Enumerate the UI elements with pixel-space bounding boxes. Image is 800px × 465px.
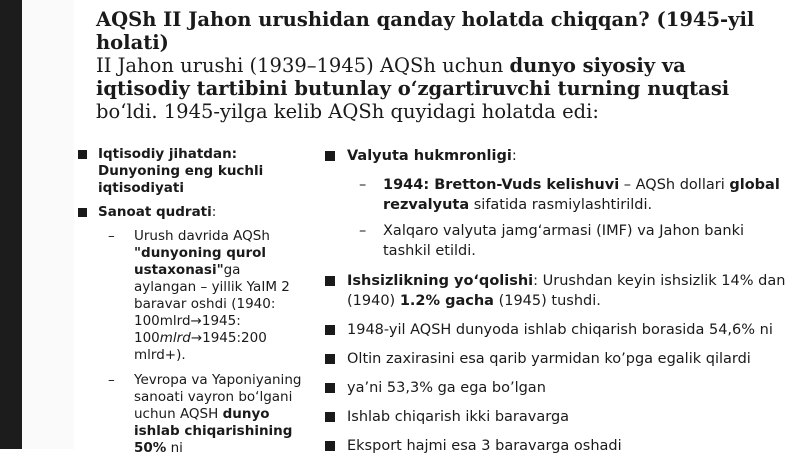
square-bullet-icon	[325, 441, 335, 451]
dash-bullet-icon: –	[108, 372, 115, 388]
bullet-text: : Urushdan keyin ishsizlik 14% dan (1940)	[347, 273, 786, 309]
square-bullet-icon	[325, 383, 335, 393]
bullet-bold: Ishsizlikning yo‘qolishi	[347, 273, 534, 289]
sub-text: Yevropa va Yaponiyaning sanoati vayron bo‘lgani uchun AQSH	[134, 372, 302, 422]
square-bullet-icon	[325, 412, 335, 422]
left-sub-arsenal	[78, 228, 303, 364]
industry-colon: :	[211, 204, 217, 220]
currency-label: Valyuta hukmronligi	[347, 148, 512, 164]
economy-text: Iqtisodiy jihatdan: Dunyoning eng kuchli iqtisodiyati	[98, 146, 264, 196]
right-column	[325, 146, 795, 465]
sub-text: sifatida rasmiylashtirildi.	[469, 197, 653, 213]
sub-italic: mlrd	[159, 330, 191, 346]
sub-bold: dunyo ishlab chiqarishining 50%	[134, 406, 293, 456]
intro-text-2: bo‘ldi. 1945-yilga kelib AQSh quyidagi holatda edi:	[96, 100, 599, 123]
sub-text: – AQSh dollari	[619, 177, 730, 193]
bullet-text: 1948-yil AQSH dunyoda ishlab chiqarish borasida 54,6% ni	[347, 322, 773, 338]
currency-colon: :	[511, 148, 517, 164]
sub-bold: "dunyoning qurol ustaxonasi"	[134, 245, 267, 278]
industry-label: Sanoat qudrati	[98, 204, 212, 220]
slide-intro	[96, 54, 729, 123]
right-bullet-gold	[325, 349, 795, 369]
bullet-text: Oltin zaxirasini esa qarib yarmidan ko’pga egalik qilardi	[347, 351, 751, 367]
sub-text: Xalqaro valyuta jamg‘armasi (IMF) va Jahon banki tashkil etildi.	[383, 223, 745, 259]
left-bullet-economy	[78, 146, 303, 197]
slide-margin-panel	[22, 0, 74, 449]
bullet-text: Ishlab chiqarish ikki baravarga	[347, 409, 570, 425]
right-bullet-export	[325, 436, 795, 456]
left-sub-europe-japan	[78, 372, 303, 457]
bullet-text: ya’ni 53,3% ga ega bo’lgan	[347, 380, 546, 396]
intro-bold: dunyo siyosiy va iqtisodiy tartibini butunlay o‘zgartiruvchi turning nuqtasi	[96, 54, 730, 100]
slide-left-bar	[0, 0, 22, 449]
right-bullet-currency	[325, 146, 795, 166]
square-bullet-icon	[78, 208, 87, 217]
sub-bold: 1944: Bretton-Vuds kelishuvi	[383, 177, 620, 193]
bullet-bold: 1.2% gacha	[399, 293, 494, 309]
sub-bold: global rezvalyuta	[383, 177, 780, 213]
right-sub-bretton-woods	[325, 175, 795, 215]
bullet-text: (1945) tushdi.	[493, 293, 601, 309]
slide-heading	[96, 8, 786, 123]
dash-bullet-icon: –	[108, 228, 115, 244]
left-bullet-industry	[78, 204, 303, 221]
square-bullet-icon	[78, 150, 87, 159]
square-bullet-icon	[325, 276, 335, 286]
right-bullet-1948	[325, 320, 795, 340]
slide-title: AQSh II Jahon urushidan qanday holatda chiqqan? (1945-yil holati)	[96, 8, 755, 54]
sub-text: Urush davrida AQSh	[134, 228, 270, 244]
right-bullet-unemployment	[325, 271, 795, 311]
sub-text: →1945:200 mlrd+).	[134, 330, 267, 363]
sub-text: ni	[166, 440, 183, 456]
bullet-text: Eksport hajmi esa 3 baravarga oshadi	[347, 438, 622, 454]
right-sub-imf	[325, 221, 795, 261]
right-bullet-production	[325, 407, 795, 427]
sub-text: ga aylangan – yillik YaIM 2 baravar oshdi (1940: 100mlrd→1945: 100	[134, 262, 290, 346]
dash-bullet-icon: –	[359, 177, 367, 193]
intro-text-1: II Jahon urushi (1939–1945) AQSh uchun	[96, 54, 510, 77]
left-column	[78, 146, 303, 465]
square-bullet-icon	[325, 151, 335, 161]
square-bullet-icon	[325, 354, 335, 364]
square-bullet-icon	[325, 325, 335, 335]
right-bullet-percent	[325, 378, 795, 398]
dash-bullet-icon: –	[359, 223, 367, 239]
